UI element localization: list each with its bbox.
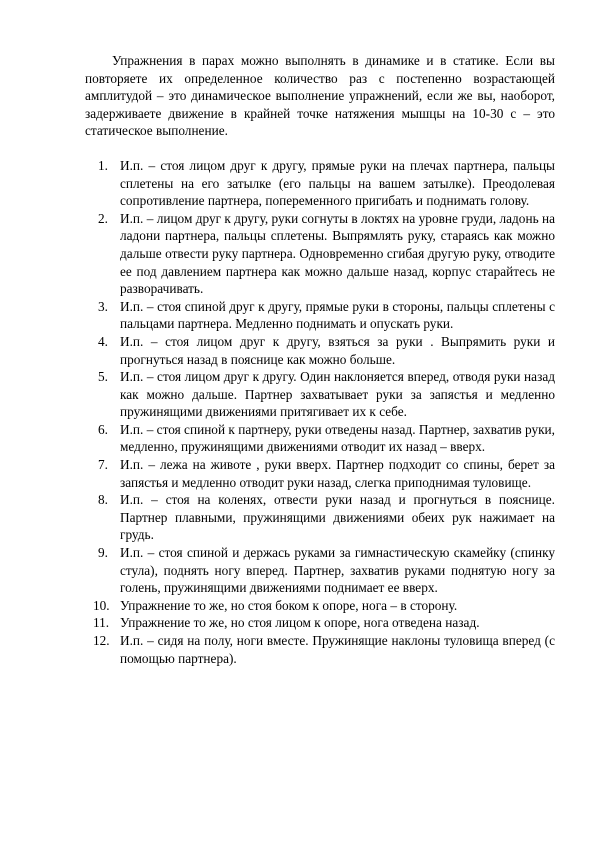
exercise-number: 11. [93, 615, 110, 631]
exercise-text: И.п. – сидя на полу, ноги вместе. Пружинящие наклоны туловища вперед (с помощью партнера). [120, 633, 555, 666]
exercise-number: 5. [98, 369, 108, 385]
exercise-number: 3. [98, 298, 108, 314]
exercise-text: И.п. – лицом друг к другу, руки согнуты в локтях на уровне груди, ладонь на ладони партнера, пальцы сплетены. Выпрямлять руку, стараясь как можно дальше отвести руку партнера. Одновременно сгибая другую руку, отводите ее под давлением партнера как можно дальше назад, корпус старайтесь не разворачивать. [120, 210, 555, 297]
exercise-number: 8. [98, 492, 108, 508]
exercise-list [85, 157, 555, 667]
intro-paragraph: Упражнения в парах можно выполнять в динамике и в статике. Если вы повторяете их определенное количество раз с постепенно возрастающей амплитудой – это динамическое выполнение упражнений, если же вы, наоборот, задерживаете движение в крайней точке натяжения мышцы на 10-30 с – это статическое выполнение. [85, 53, 555, 139]
exercise-text: И.п. – лежа на животе , руки вверх. Партнер подходит со спины, берет за запястья и медленно отводит руки назад, слегка приподнимая туловище. [120, 457, 555, 490]
exercise-text: И.п. – стоя лицом друг к другу. Один наклоняется вперед, отводя руки назад как можно дальше. Партнер захватывает руки за запястья и медленно пружинящими движениями притягивает их к себе. [120, 369, 555, 420]
exercise-item-2 [85, 210, 555, 298]
exercise-text: И.п. – стоя лицом друг к другу, прямые руки на плечах партнера, пальцы сплетены на его затылке (его пальцы на вашем затылке). Преодолевая сопротивление партнера, попеременного пригибать и поднимать голову. [120, 157, 555, 209]
exercise-number: 7. [98, 457, 108, 473]
exercise-item-8 [85, 491, 555, 544]
exercise-item-7 [85, 456, 555, 491]
exercise-text: Упражнение то же, но стоя лицом к опоре, нога отведена назад. [120, 615, 480, 631]
exercise-item-9 [85, 544, 555, 597]
exercise-item-1 [85, 157, 555, 210]
exercise-item-4 [85, 333, 555, 368]
exercise-number: 10. [93, 597, 110, 613]
exercise-text: И.п. – стоя спиной к партнеру, руки отведены назад. Партнер, захватив руки, медленно, пружинящими движениями отводит их назад – вверх. [120, 421, 555, 455]
exercise-number: 9. [98, 545, 108, 561]
exercise-item-10 [85, 597, 555, 615]
exercise-number: 2. [98, 210, 108, 226]
exercise-text: И.п. – стоя спиной и держась руками за гимнастическую скамейку (спинку стула), поднять ногу вперед. Партнер, захватив руками поднятую ногу за голень, пружинящими движениями поднимает ее вверх. [120, 545, 555, 596]
exercise-item-3 [85, 298, 555, 333]
exercise-text: И.п. – стоя на коленях, отвести руки назад и прогнуться в пояснице. Партнер плавными, пружинящими движениями обеих рук нажимает на грудь. [120, 492, 555, 543]
exercise-item-5 [85, 368, 555, 421]
exercise-item-6 [85, 421, 555, 456]
exercise-number: 4. [98, 333, 108, 349]
exercise-text: И.п. – стоя спиной друг к другу, прямые руки в стороны, пальцы сплетены с пальцами партнера. Медленно поднимать и опускать руки. [120, 298, 555, 332]
exercise-number: 1. [98, 157, 108, 173]
exercise-text: Упражнение то же, но стоя боком к опоре, нога – в сторону. [120, 597, 458, 613]
exercise-item-12 [85, 632, 555, 667]
exercise-text: И.п. – стоя лицом друг к другу, взяться за руки . Выпрямить руки и прогнуться назад в пояснице как можно больше. [120, 333, 555, 367]
document-page [85, 52, 555, 667]
exercise-number: 12. [93, 633, 110, 648]
exercise-number: 6. [98, 421, 108, 437]
exercise-item-11 [85, 614, 555, 632]
